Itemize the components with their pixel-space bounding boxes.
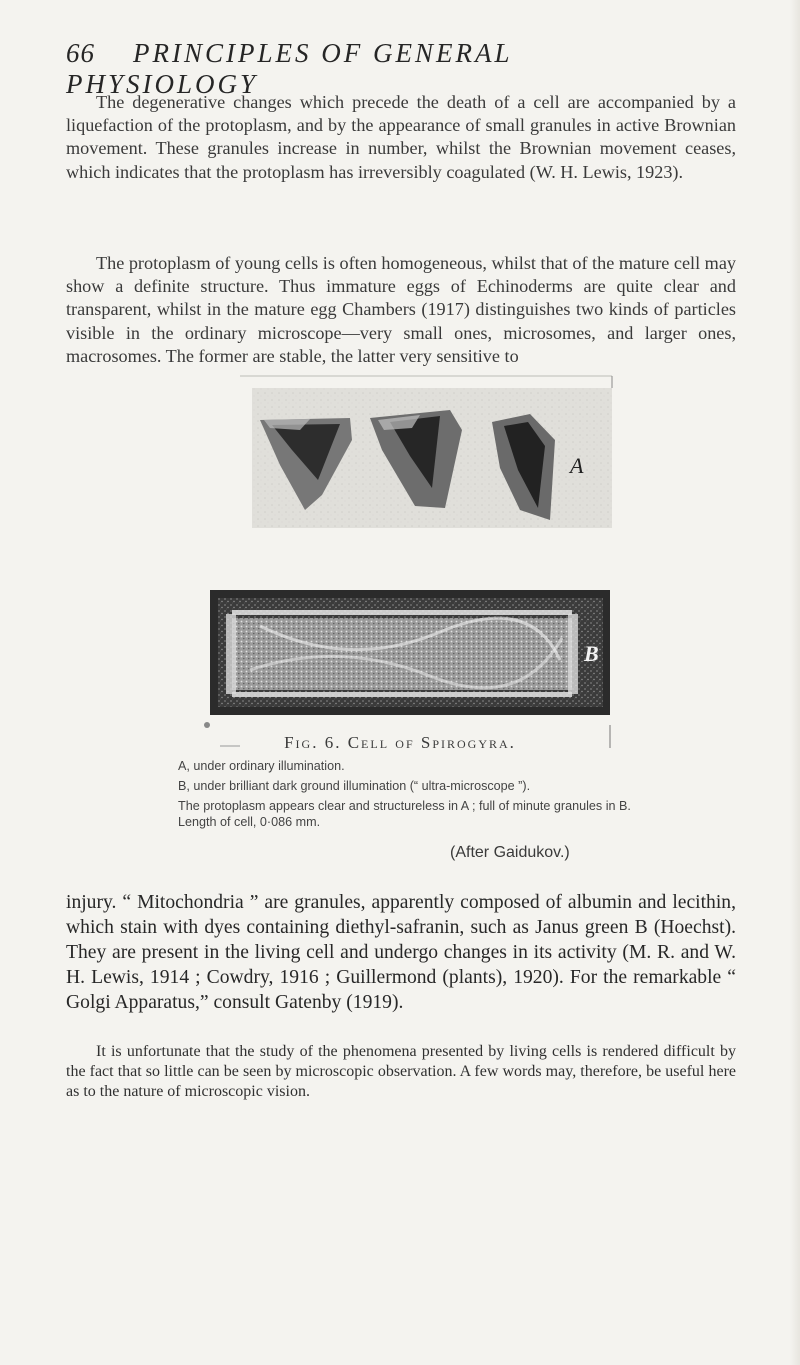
- paragraph-young-cells: The protoplasm of young cells is often homogeneous, whilst that of the mature cell may show a definite structure. Thus immature eggs of Echinoderms are quite clear and transparent, whilst in the mature egg Chambers (1917) distinguishes two kinds of particles visible in the ordinary microscope—very small ones, microsomes, and larger ones, macrosomes. The former are stable, the latter very sensitive to: [66, 253, 736, 366]
- paragraph-mitochondria: injury. “ Mitochondria ” are granules, apparently composed of albumin and lecithin, which stain with dyes containing diethyl-safranin, such as Janus green B (Hoechst). They are present in the living cell and undergo changes in its activity (M. R. and W. H. Lewis, 1914 ; Cowdry, 1916 ; Guillermond (plants), 1920). For the remarkable “ Golgi Apparatus,” consult Gatenby (1919).: [66, 892, 736, 1013]
- figure-caption-title: Fig. 6. Cell of Spirogyra.: [284, 733, 516, 752]
- figure-caption-b: B, under brilliant dark ground illumination (“ ultra-microscope ”).: [178, 779, 531, 793]
- panel-a-label: A: [570, 453, 584, 478]
- spirogyra-figure: [200, 370, 620, 760]
- figure-credit: (After Gaidukov.): [450, 844, 570, 861]
- panel-b-cell: [210, 590, 610, 715]
- page-number: 66: [66, 38, 95, 68]
- figure-caption-c: The protoplasm appears clear and structureless in A ; full of minute granules in B. Length of cell, 0·086 mm.: [178, 799, 631, 829]
- paragraph-microscopic-vision: It is unfortunate that the study of the phenomena presented by living cells is rendered difficult by the fact that so little can be seen by microscopic observation. A few words may, therefore, be useful here as to the nature of microscopic vision.: [66, 1043, 736, 1101]
- running-title: PRINCIPLES OF GENERAL PHYSIOLOGY: [66, 38, 512, 99]
- panel-b-label: B: [584, 641, 599, 666]
- page-edge: [790, 0, 800, 1365]
- figure-caption-a: A, under ordinary illumination.: [178, 759, 345, 773]
- paragraph-degenerative-changes: The degenerative changes which precede the death of a cell are accompanied by a liquefaction of the protoplasm, and by the appearance of small granules in active Brownian movement. These granules increase in number, whilst the Brownian movement ceases, which indicates that the protoplasm has irreversibly coagulated (W. H. Lewis, 1923).: [66, 92, 736, 182]
